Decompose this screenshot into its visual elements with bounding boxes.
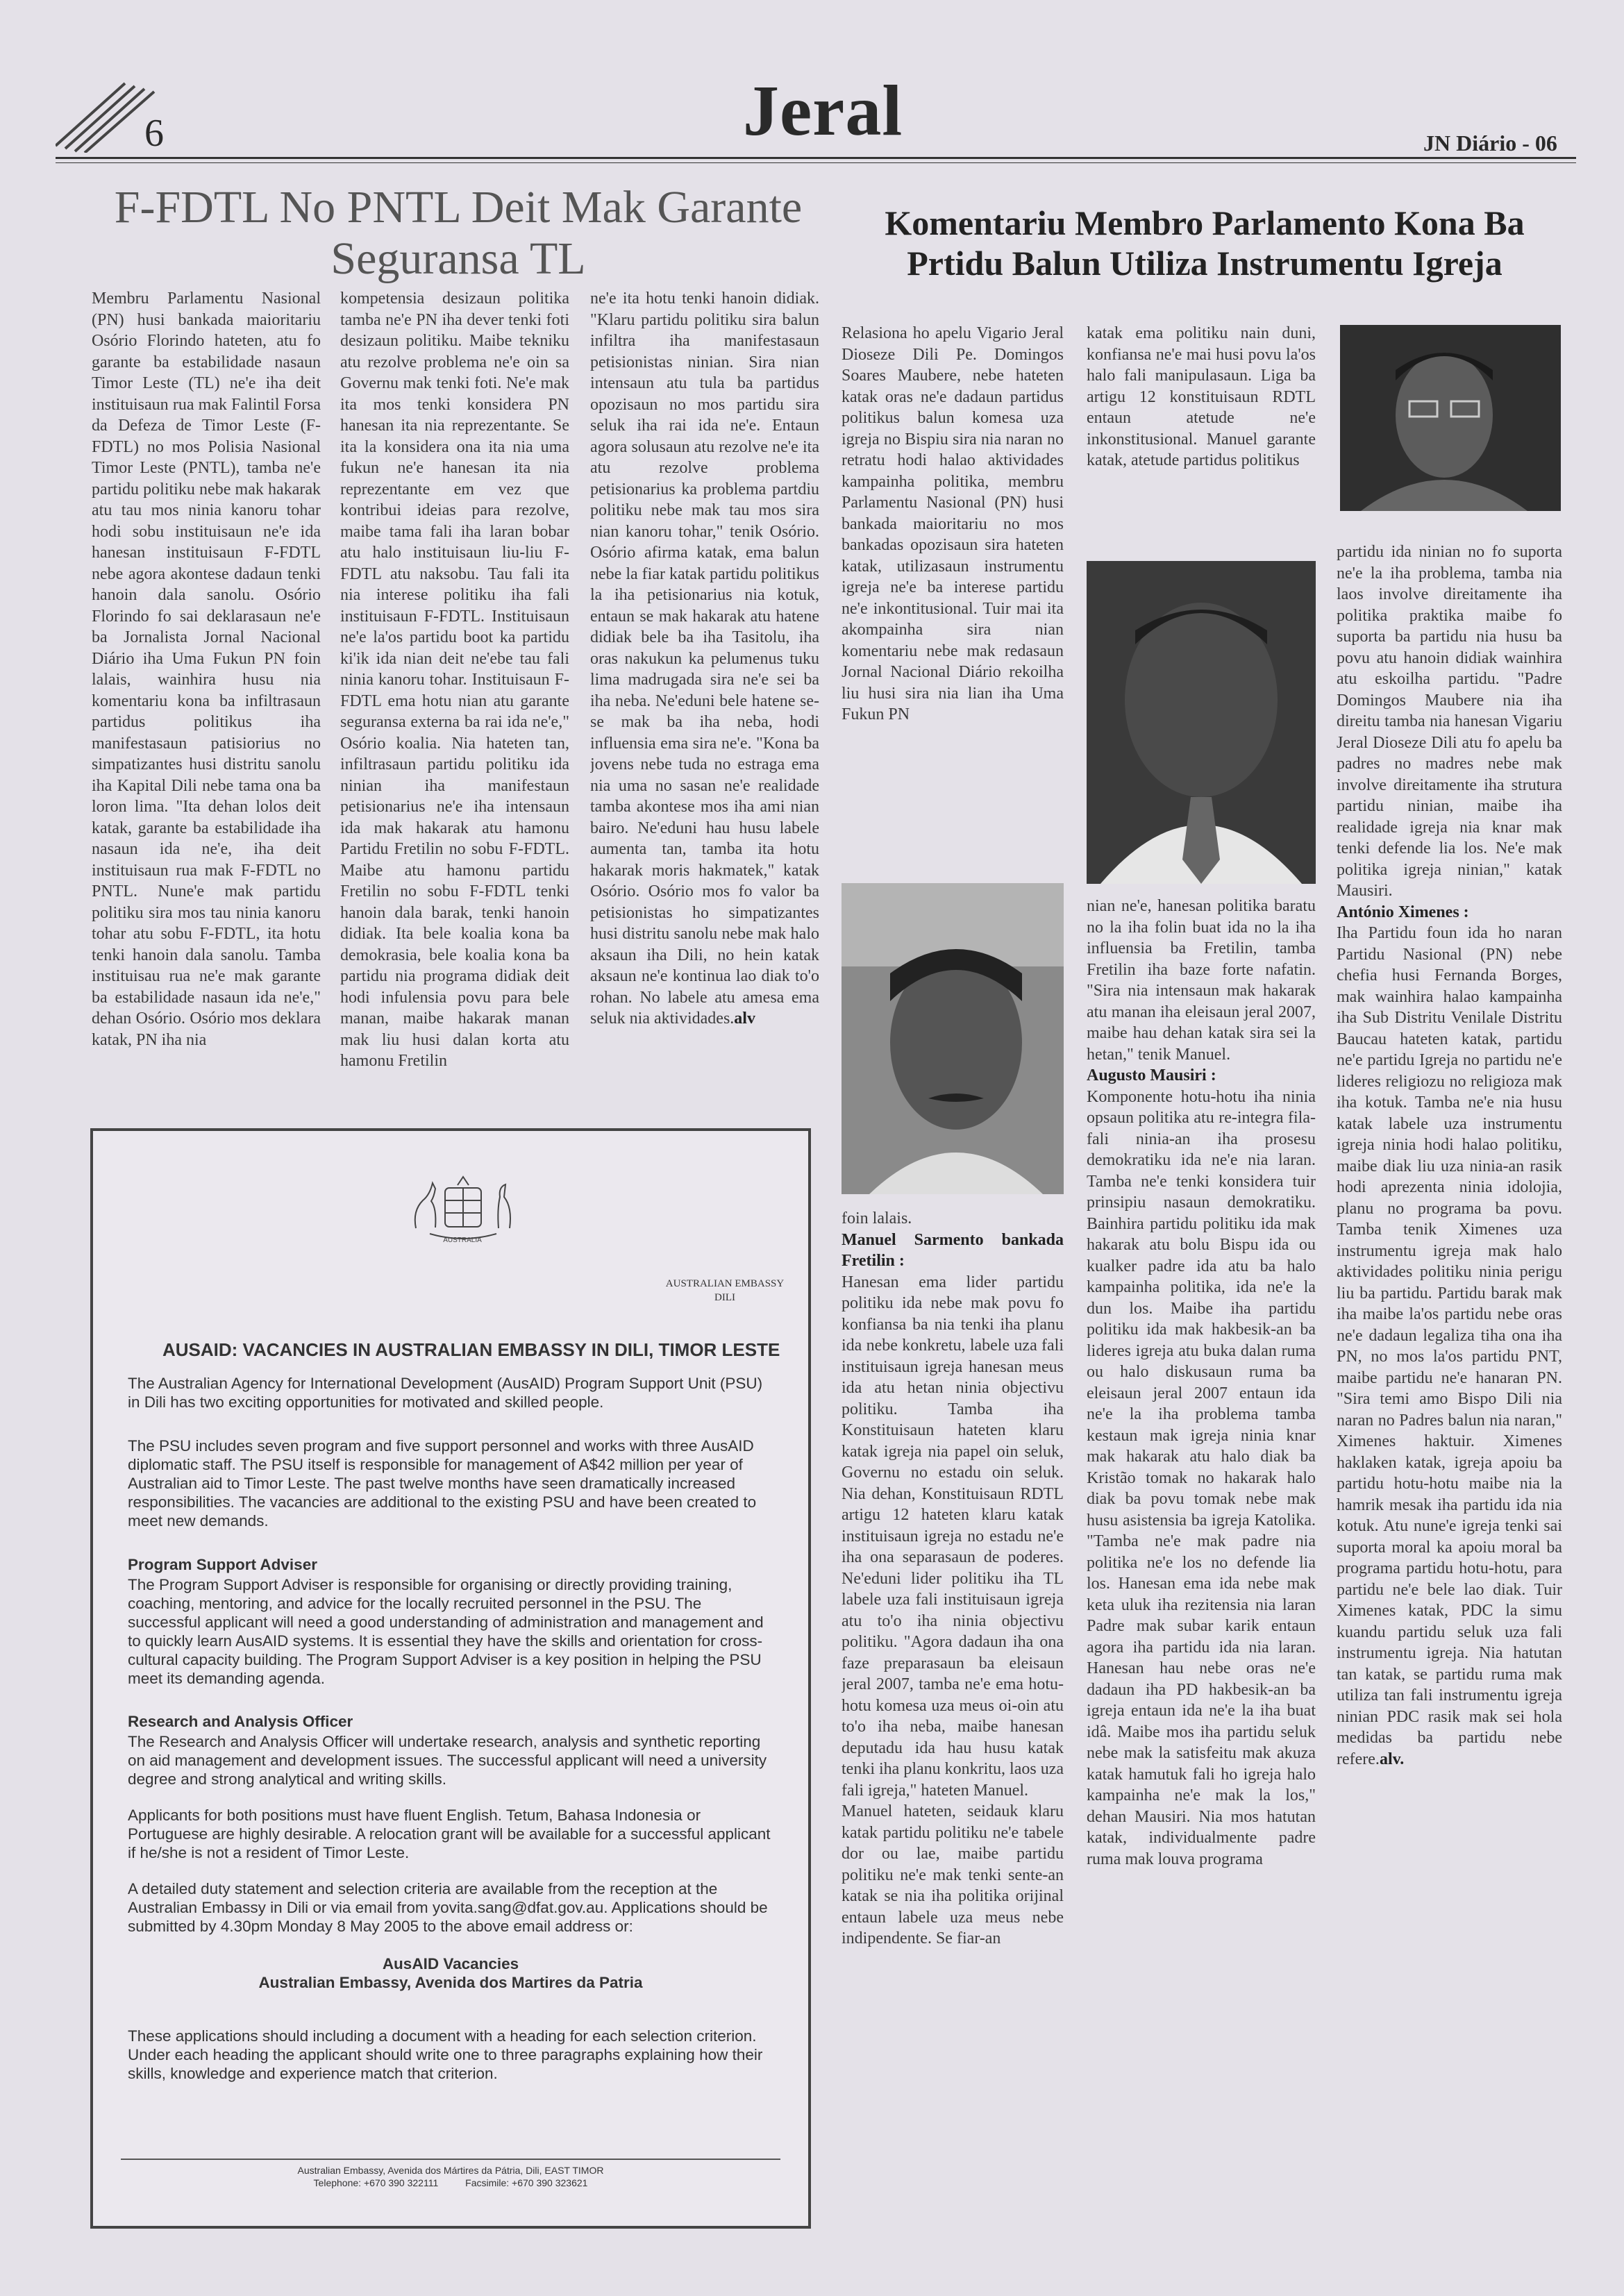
portrait-icon: [842, 883, 1064, 1194]
ad-footer-line1: Australian Embassy, Avenida dos Mártires da Pátria, Dili, EAST TIMOR: [297, 2165, 604, 2176]
article1-col2-text: kompetensia desizaun politika tamba ne'e PN iha dever tenki foti desizaun politiku. Maibe tekniku atu rezolve problema ne'e oin sa Governu mak tenki foti. Ne'e mak ita mos tenki konsidera PN hanesan ita nia reprezentante. Se ita la konsidera ona ita nia uma fukun ne'e hanesan ita nia reprezentante em vez que kontribui ideias para rezolve, maibe tama fali iha laran bobar atu halo instituisaun liu-liu F-FDTL atu naksobu. Tau fali ita nia interese politiku iha fali instituisaun F-FDTL. Instituisaun ne'e la'os partidu boot ka partidu ki'ik ida nian deit ne'ebe tau fali ninia kanoru tohar. Instituisaun F-FDTL ema hotu nian atu garante seguransa externa ba rai ida ne'e," Osório koalia. Nia hateten tan, infiltrasaun partidu politiku ida ninian iha manifestaun petisionarius ne'e iha intensaun ida mak hakarak atu hamonu Partidu Fretilin no sobu F-FDTL. Maibe atu hamonu partidu Fretilin no sobu F-FDTL tenki hanoin dala barak, tenki hanoin didiak. Ita bele koalia kona ba demokrasia, bele koalia kona ba partidu nia programa didiak deit hodi infulensia povu para bele manan, maibe hakarak manan mak liu husi dalan korta atu hamonu Fretilin: [340, 290, 569, 1070]
article2-column-1-top: [842, 323, 1064, 878]
article2-c1-heading: Manuel Sarmento bankada Fretilin :: [842, 1230, 1064, 1270]
ad-footer-line2: Telephone: +670 390 322111 Facsimile: +670 390 323621: [313, 2177, 588, 2188]
australia-coat-of-arms-icon: [402, 1173, 524, 1249]
article2-headline-line2: Prtidu Balun Utiliza Instrumentu Igreja: [907, 244, 1502, 283]
ad-embassy-line1: AUSTRALIAN EMBASSY: [665, 1278, 785, 1289]
ad-rao-text: The Research and Analysis Officer will undertake research, analysis and synthetic reporting on aid management and development issues. The successful applicant will need a university degree and strong analytical and writing skills.: [128, 1733, 767, 1788]
article1-column-3: [590, 288, 819, 1121]
article1-headline-line1: F-FDTL No PNTL Deit Mak Garante: [114, 182, 803, 233]
article1-headline-line2: Seguransa TL: [330, 233, 586, 284]
section-title: Jeral: [743, 71, 903, 151]
article1-column-1: [92, 288, 321, 1121]
article2-headline-line1: Komentariu Membro Parlamento Kona Ba: [885, 203, 1525, 242]
article2-c2-bottom-p2: Komponente hotu-hotu iha ninia opsaun politika atu re-integra fila-fali ninia-an iha prosesu demokratiku ida ne'e nia laran. Tamba ne'e tenki konsidera tuir prinsipiu nasaun demokratiku. Bainhira partidu politiku ida mak hakarak atu bolu Bispu ida ou kualker padre ida atu ba halo kampainha politika, ida ne'e la dun los. Maibe iha partidu politiku ida mak hakbesik-an ba lideres igreja atu buka dalan ruma ou halo diskusaun ruma ba eleisaun jeral 2007 entaun ida ne'e la iha problema tamba kestaun mak igreja ninia knar mak hakarak atu halo diak ba Kristão tomak no hakarak halo diak ba povu tomak nebe mak husu asistensia ba igreja Katolika. "Tamba ne'e mak padre nia politika ne'e los no defende lia los. Hanesan ema ida nebe mak keta uluk iha rezitensia nia laran Padre mak subar karik entaun agora iha partidu ida nia laran. Hanesan hau nebe oras ne'e dadaun iha PD hakbesik-an ba igreja entaun ida ne'e la iha buat idâ. Maibe mos iha partidu seluk nebe mak la satisfeitu mak akuza katak hamutuk fali ho igreja halo kampainha ne'e mak la los," dehan Mausiri. Nia mos hatutan katak, individualmente padre ruma mak louva programa: [1087, 1087, 1316, 1868]
article2-c3-top-text: partidu ida ninian no fo suporta ne'e la iha problema, tamba nia laos involve direitamente iha politika praktika maibe fo suporta ba partidu nia husu ba povu atu hanoin didiak wainhira atu eskoilha partidu. "Padre Domingos Maubere nia iha direitu tamba nia hanesan Vigariu Jeral Dioseze Dili atu fo apelu ba padres no madres nebe mak involve direitamente iha strutura partidu ninian, maibe iha realidade igreja nia knar mak tenki defende lia los. Ne'e mak politika igreja ninian," katak Mausiri.: [1337, 543, 1562, 900]
article2-column-3: [1337, 542, 1562, 2225]
header-rule: [56, 157, 1576, 159]
issue-label: JN Diário - 06: [1423, 131, 1557, 156]
ausaid-advertisement: [90, 1128, 811, 2229]
article1-col3-text: ne'e ita hotu tenki hanoin didiak. "Klaru partidu politiku sira balun infiltra iha manifestasaun petisionistas ninian. Sira nian intensaun atu tula ba partidus opozisaun no mos partidu sira seluk iha rai ida ne'e. Entaun agora solusaun atu rezolve ne'e ita atu rezolve problema petisionarius ka problema partdiu politiku nebe mak tau mos sira nian kanoru tohar," tenik Osório. Osório afirma katak, ema balun nebe la fiar katak partidu politikus la iha petisionarius nia kotuk, entaun se mak hakarak atu hatene didiak bele ba iha Tasitolu, iha oras nakukun ka pelumenus tuku lima madrugada sira ne'e sei ba iha neba. Ne'eduni bele hatene se-se mak ba iha neba, hodi influensia ema sira ne'e. "Kona ba jovens nebe tuda no estraga ema nia uma no sasan ne'e realidade tamba akontese mos iha ami nian bairo. Ne'eduni hau husu labele aumenta tan, tamba ita hotu hakarak moris hakmatek," katak Osório. Osório mos fo valor ba petisionistas ho simpatizantes husi distritu sanolu nebe mak halo aksaun iha Dili, no hein katak aksaun ne'e kontinua lao diak to'o rohan. No labele atu amesa ema seluk nia aktividades.: [590, 290, 819, 1028]
portrait-icon: [1087, 561, 1316, 884]
ad-language-text: Applicants for both positions must have fluent English. Tetum, Bahasa Indonesia or Portuguese are highly desirable. A relocation grant will be available for a successful applicant if he/she is not a resident of Timor Leste.: [128, 1807, 771, 1861]
article1-headline: [90, 182, 826, 285]
ad-rao-heading: Research and Analysis Officer: [128, 1713, 353, 1730]
article2-signature: alv.: [1379, 1750, 1405, 1768]
ad-title: AUSAID: VACANCIES IN AUSTRALIAN EMBASSY IN DILI, TIMOR LESTE: [162, 1339, 780, 1360]
article2-column-2-bottom: [1087, 896, 1316, 2225]
article2-c2-top-text: katak ema politiku nain duni, konfiansa ne'e mai husi povu la'os halo fali manipulasaun. Liga ba artigu 12 konstituisaun RDTL entaun atetude ne'e inkonstitusional. Manuel garante katak, atetude partidus politikus: [1087, 324, 1316, 469]
ad-duty-text: A detailed duty statement and selection criteria are available from the reception at the Australian Embassy in Dili or via email from yovita.sang@dfat.gov.au. Applications should be submitted by 4.30pm Monday 8 May 2005 to the above email address or:: [128, 1880, 768, 1935]
ad-vacancies-address: [93, 1954, 808, 1992]
ad-footer-rule: [121, 2159, 780, 2160]
article2-column-1-bottom: [842, 1208, 1064, 2225]
article1-signature: alv: [734, 1009, 755, 1028]
ad-psu-paragraph: The PSU includes seven program and five support personnel and works with three AusAID diplomatic staff. The PSU itself is responsible for management of A$42 million per year of Australian aid to Timor Leste. The past twelve months have seen dramatically increased responsibilities. The vacancies are additional to the existing PSU and have been created to meet new demands.: [128, 1437, 757, 1530]
header-rule-thin: [56, 162, 1576, 163]
photo-augusto-mausiri: [1340, 325, 1561, 511]
article2-c3-heading: António Ximenes :: [1337, 903, 1469, 921]
ad-psa-heading: Program Support Adviser: [128, 1556, 317, 1573]
crest-label: AUSTRALIA: [443, 1237, 482, 1244]
article2-c2-bottom-p1: nian ne'e, hanesan politika baratu no la iha folin buat ida no la iha influensia ba Fretilin, tamba Fretilin iha baze forte nafatin. "Sira nia intensaun mak hakarak atu manan iha eleisaun jeral 2007, maibe hau dehan katak sira sei la hetan," tenik Manuel.: [1087, 897, 1316, 1064]
article2-column-2-top: [1087, 323, 1316, 555]
article2-c1-bottom-p1: foin lalais.: [842, 1209, 912, 1227]
article2-headline: [833, 203, 1576, 283]
page-number: 6: [144, 112, 164, 155]
article2-c3-bottom-text: Iha Partidu foun ida ho naran Partidu Nasional (PN) nebe chefia husi Fernanda Borges, mak wainhira halao kampainha iha Sub Distritu Venilale Distritu Baucau hateten katak, partidu ne'e partidu Igreja no partidu ne'e lideres religiozu no religioza mak iha kotuk. Tamba ne'e nia husu katak labele uza instrumentu igreja ninia hodi halao politiku, maibe diak liu uza ninia-an rasik hodi aprezenta ninia idolojia, planu no programa ba povu. Tamba tenik Ximenes uza instrumentu igreja mak halo aktividades politiku ninia perigu liu ba partidu. Partidu barak mak iha maibe la'os partidu nebe oras ne'e dadaun legaliza tiha ona iha PN, no mos la'os partidu PNT, maibe partidu ne'e hanaran PN. "Sira temi amo Bispo Dili nia naran no Padres balun nia naran," Ximenes haktuir. Ximenes haklaken katak, igreja apoiu ba partidu hotu-hotu maibe nia la hamrik mesak iha partidu ida nia kotuk. Atu nune'e igreja tenki sai suporta moral ka apoiu moral ba programa partidu hotu-hotu, para partidu ne'e bele lao diak. Tuir Ximenes katak, PDC la simu kuandu partidu seluk uza fali instrumentu igreja. Nia hatutan tan katak, se partidu ruma mak utiliza tan fali instrumentu igreja ninian PDC rasik mak sei hola medidas ba partidu nebe refere.: [1337, 924, 1562, 1768]
article1-col1-text: Membru Parlamentu Nasional (PN) husi bankada maioritariu Osório Florindo hateten, atu fo garante ba estabilidade nasaun Timor Leste (TL) ne'e iha deit instituisaun rua mak Falintil Forsa da Defeza de Timor Leste (F-FDTL) no mos Polisia Nasional Timor Leste (PNTL), tamba ne'e partidu politiku nebe mak hakarak atu tau mos ninia kanoru tohar hodi sobu instituisaun ne'e ida hanesan instituisaun F-FDTL nebe agora akontese dadaun tenki hanoin dala sanolu. Osório Florindo fo sai deklarasaun ne'e ba Jornalista Jornal Nacional Diário iha Uma Fukun PN foin lalais, wainhira husu nia komentariu kona ba infiltrasaun partidus politikus iha manifestasaun patisiorius no simpatizantes husi distritu sanolu iha Kapital Dili nebe tama ona ba loron lima. "Ita dehan lolos deit katak, garante ba estabilidade iha nasaun ida ne'e, iha deit instituisaun rua mak F-FDTL no PNTL. Nune'e mak partidu politiku sira mos tau ninia kanoru tohar atu sobu F-FDTL, ita hotu tenki hanoin dala sanolu. Tamba instituisau rua ne'e mak garante ba estabilidade nasaun ida ne'e," dehan Osório. Osório mos deklara katak, PN iha nia: [92, 290, 321, 1049]
article2-c1-bottom-p2: Hanesan ema lider partidu politiku ida nebe mak povu fo konfiansa ba nia tenki iha planu ida nebe konkretu, labele uza fali instituisaun igreja hanesan meus ida atu hetan ninia objectivu politiku. Tamba iha Konstituisaun hateten klaru katak igreja nia papel oin seluk, Governu no estadu oin seluk. Nia dehan, Konstituisaun RDTL artigu 12 hateten klaru katak instituisaun igreja no estadu ne'e iha ona separasaun de poderes. Ne'eduni lider politiku iha TL labele uza fali instituisaun igreja atu to'o iha ninia objectivu politiku. "Agora dadaun iha ona faze preparasaun ba eleisaun jeral 2007, tamba ne'e ema hotu-hotu komesa uza meus oi-oin atu to'o iha neba, maibe hanesan deputadu ida hau husu katak tenki iha planu konkritu, laos uza fali igreja," hateten Manuel.: [842, 1273, 1064, 1800]
ad-embassy-line2: DILI: [714, 1292, 735, 1303]
article2-c2-heading: Augusto Mausiri :: [1087, 1066, 1216, 1084]
ad-vac-line1: AusAID Vacancies: [382, 1955, 519, 1972]
article1-column-2: [340, 288, 569, 1121]
ad-applications-text: These applications should including a document with a heading for each selection criterion. Under each heading the applicant should write one to three paragraphs explaining how their skills, knowledge and experience match that criterion.: [128, 2027, 763, 2082]
article2-c1-bottom-p3: Manuel hateten, seidauk klaru katak partidu politiku ne'e tabele dor ou lae, maibe partidu politiku ne'e mak tenki sente-an katak se nia iha politika orijinal entaun labele uza meus nebe indipendente. Se fiar-an: [842, 1802, 1064, 1947]
ad-vac-line2: Australian Embassy, Avenida dos Martires da Patria: [258, 1974, 643, 1991]
ad-intro: The Australian Agency for International Development (AusAID) Program Support Unit (PSU) in Dili has two exciting opportunities for motivated and skilled people.: [128, 1375, 763, 1411]
photo-manuel-sarmento-2: [1087, 561, 1316, 884]
portrait-icon: [1340, 325, 1561, 511]
photo-manuel-sarmento: [842, 883, 1064, 1194]
ad-embassy-name: [635, 1277, 815, 1305]
article2-c1-top-text: Relasiona ho apelu Vigario Jeral Dioseze Dili Pe. Domingos Soares Maubere, nebe hateten katak oras ne'e dadaun partidus politikus balun komesa uza igreja no Bispiu sira nia naran no retratu hodi halao aktividades kampainha politika, membru Parlamentu Nasional (PN) husi bankada maioritariu no mos bankadas opozisaun sira hateten katak, utilizasaun instrumentu igreja ne'e ba interese partidu ne'e inkontitusional. Tuir mai ita akompainha sira nian komentariu nebe mak redasaun Jornal Nacional Diário rekoilha liu husi sira nia lian iha Uma Fukun PN: [842, 324, 1064, 723]
ad-psa-text: The Program Support Adviser is responsible for organising or directly providing training, coaching, mentoring, and advice for the locally recruited personnel in the PSU. The successful applicant will need a good understanding of administration and management and to quickly learn AusAID systems. It is essential they have the skills and orientation for cross-cultural capacity building. The Program Support Adviser is a key position in helping the PSU meet its demanding agenda.: [128, 1576, 764, 1687]
ad-footer: [93, 2164, 808, 2189]
